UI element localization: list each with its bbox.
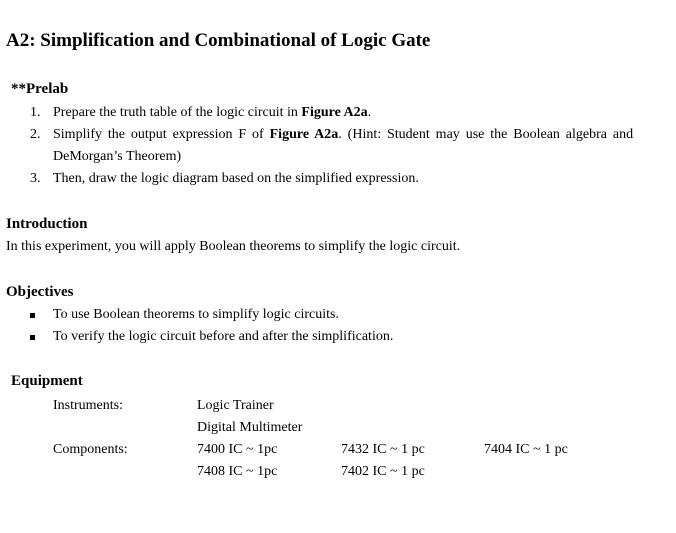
components-label: Components: [53,442,128,457]
prelab-item-2-end: . (Hint: Student may use the Boolean algebra and [338,127,634,142]
objective-item-2: To verify the logic circuit before and after the simplification. [53,329,394,344]
objective-item-1: To use Boolean theorems to simplify logic circuits. [53,307,339,322]
prelab-item-1 [53,105,371,121]
prelab-item-1-number: 1. [30,105,41,120]
prelab-item-2-continuation: DeMorgan’s Theorem) [53,149,182,164]
prelab-item-2-bold: Figure A2a [269,127,339,142]
prelab-item-1-text: Prepare the truth table of the logic circuit in [53,105,302,120]
bullet-icon [30,335,35,340]
prelab-item-2-text: Simplify the output expression F of [53,127,270,142]
prelab-item-1-end: . [367,105,372,120]
equipment-heading: Equipment [11,373,83,389]
page-title: A2: Simplification and Combinational of Logic Gate [6,30,431,51]
bullet-icon [30,313,35,318]
instruments-label: Instruments: [53,398,123,413]
prelab-item-3: Then, draw the logic diagram based on the simplified expression. [53,171,419,186]
introduction-text: In this experiment, you will apply Boolean theorems to simplify the logic circuit. [6,239,461,254]
objectives-heading: Objectives [6,284,74,300]
prelab-item-2-number: 2. [30,127,41,142]
prelab-item-3-number: 3. [30,171,41,186]
instrument-item-1: Logic Trainer [197,398,274,413]
component-7400: 7400 IC ~ 1pc [197,442,278,457]
prelab-item-1-bold: Figure A2a [301,105,368,120]
component-7404: 7404 IC ~ 1 pc [484,442,568,457]
prelab-heading: **Prelab [11,81,69,97]
prelab-item-2 [53,127,633,143]
component-7432: 7432 IC ~ 1 pc [341,442,425,457]
component-7408: 7408 IC ~ 1pc [197,464,278,479]
introduction-heading: Introduction [6,216,88,232]
instrument-item-2: Digital Multimeter [197,420,303,435]
component-7402: 7402 IC ~ 1 pc [341,464,425,479]
